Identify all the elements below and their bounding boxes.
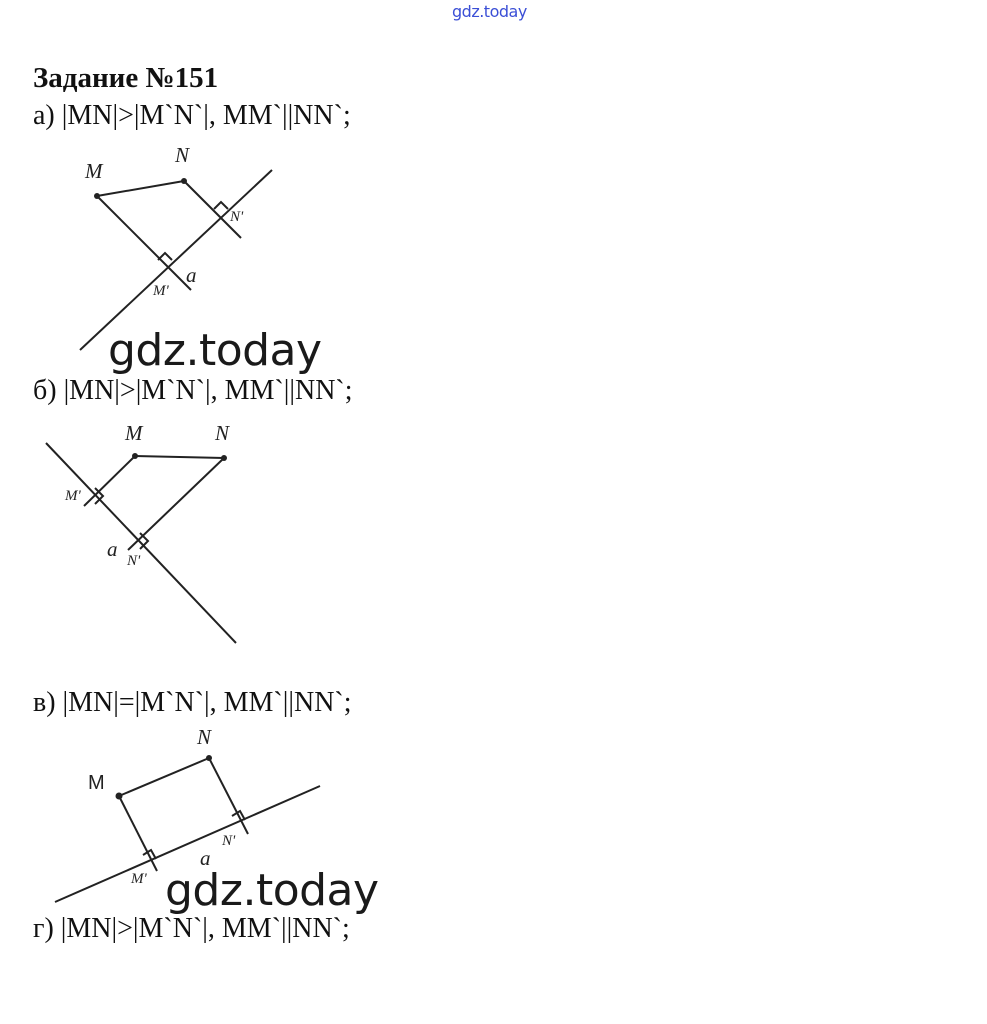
label-n: N [197,725,212,749]
segment-mn [119,758,209,796]
item-a-text: а) |MN|>|M`N`|, MM`||NN`; [33,100,351,131]
label-n: N [175,143,190,167]
label-n-prime: N' [222,833,236,849]
item-b-text: б) |MN|>|M`N`|, MM`||NN`; [33,375,353,406]
projection-mm [119,796,157,871]
label-m-prime: M' [65,488,81,504]
label-m-prime: M' [131,871,147,887]
site-tag[interactable]: gdz.today [452,2,527,21]
watermark: gdz.today [108,325,322,376]
label-m: M [85,159,103,183]
label-line-a: a [200,846,211,870]
label-line-a: a [107,537,118,561]
task-title: Задание №151 [33,62,219,94]
item-v-text: в) |MN|=|M`N`|, MM`||NN`; [33,687,352,718]
label-m-prime: M' [153,283,169,299]
label-n: N [215,421,230,445]
label-line-a: a [186,263,197,287]
watermark: gdz.today [165,865,379,916]
label-m: M [88,772,105,794]
label-n-prime: N' [230,209,244,225]
projection-nn [209,758,248,834]
label-m: M [125,421,143,445]
label-n-prime: N' [127,553,141,569]
item-g-text: г) |MN|>|M`N`|, MM`||NN`; [33,913,350,944]
